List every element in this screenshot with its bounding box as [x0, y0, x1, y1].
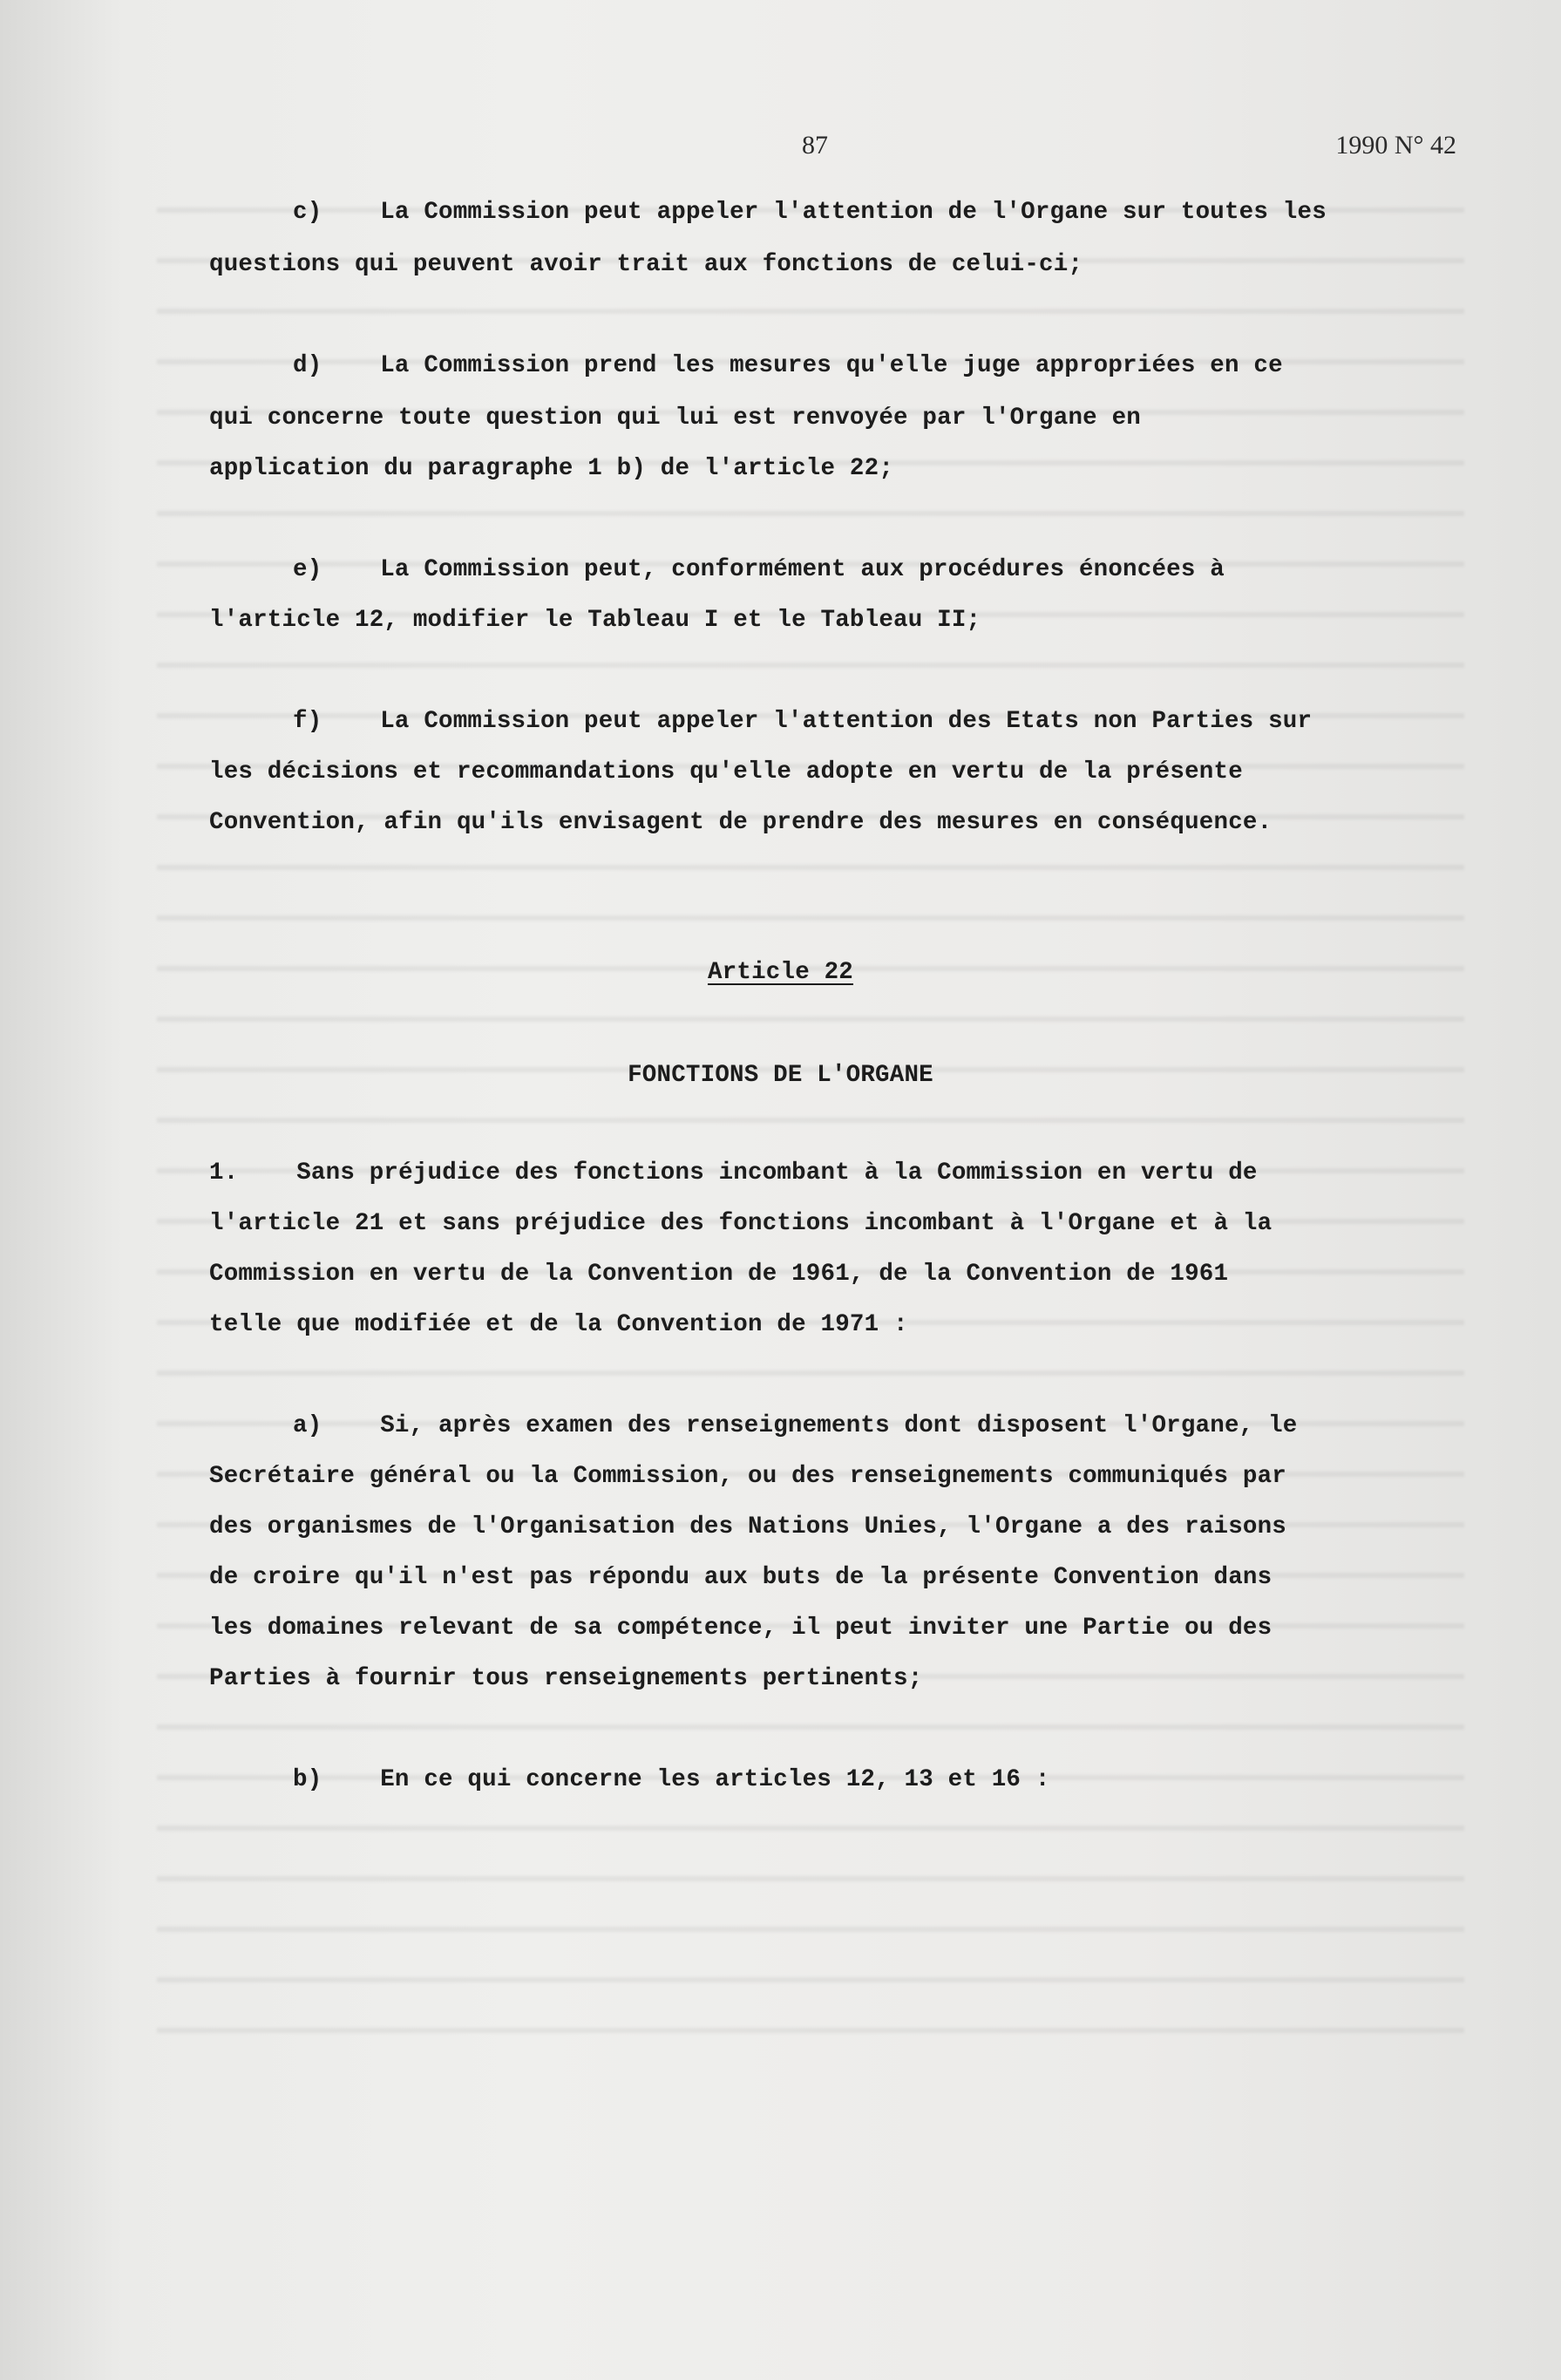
document-reference: 1990 N° 42: [1335, 131, 1456, 160]
article-subtitle: FONCTIONS DE L'ORGANE: [628, 1062, 933, 1089]
text-line: Convention, afin qu'ils envisagent de prendre des mesures en conséquence.: [209, 809, 1273, 836]
text-line: application du paragraphe 1 b) de l'article 22;: [209, 455, 894, 482]
page-number: 87: [802, 131, 828, 160]
text-line: l'article 12, modifier le Tableau I et le Tableau II;: [209, 607, 981, 634]
text-line: 1. Sans préjudice des fonctions incombant à la Commission en vertu de: [209, 1159, 1258, 1187]
text-line: questions qui peuvent avoir trait aux fonctions de celui-ci;: [209, 251, 1083, 278]
text-line: de croire qu'il n'est pas répondu aux buts de la présente Convention dans: [209, 1564, 1273, 1591]
text-line: Secrétaire général ou la Commission, ou des renseignements communiqués par: [209, 1463, 1286, 1490]
text-line: l'article 21 et sans préjudice des fonctions incombant à l'Organe et à la: [209, 1210, 1273, 1237]
text-line: d) La Commission prend les mesures qu'elle juge appropriées en ce: [293, 352, 1283, 379]
text-line: les domaines relevant de sa compétence, il peut inviter une Partie ou des: [209, 1615, 1273, 1642]
text-line: des organismes de l'Organisation des Nations Unies, l'Organe a des raisons: [209, 1513, 1286, 1540]
text-line: les décisions et recommandations qu'elle adopte en vertu de la présente: [209, 758, 1243, 785]
text-line: telle que modifiée et de la Convention de 1971 :: [209, 1311, 908, 1338]
text-line: qui concerne toute question qui lui est renvoyée par l'Organe en: [209, 405, 1141, 432]
text-line: Commission en vertu de la Convention de 1961, de la Convention de 1961: [209, 1261, 1229, 1288]
text-line: Parties à fournir tous renseignements pertinents;: [209, 1665, 923, 1692]
text-line: c) La Commission peut appeler l'attention de l'Organe sur toutes les: [293, 199, 1327, 226]
text-line: a) Si, après examen des renseignements dont disposent l'Organe, le: [293, 1412, 1298, 1439]
text-line: e) La Commission peut, conformément aux procédures énoncées à: [293, 556, 1225, 583]
text-line: b) En ce qui concerne les articles 12, 13 et 16 :: [293, 1766, 1050, 1793]
article-title: Article 22: [707, 959, 854, 986]
text-line: f) La Commission peut appeler l'attention des Etats non Parties sur: [293, 708, 1313, 735]
